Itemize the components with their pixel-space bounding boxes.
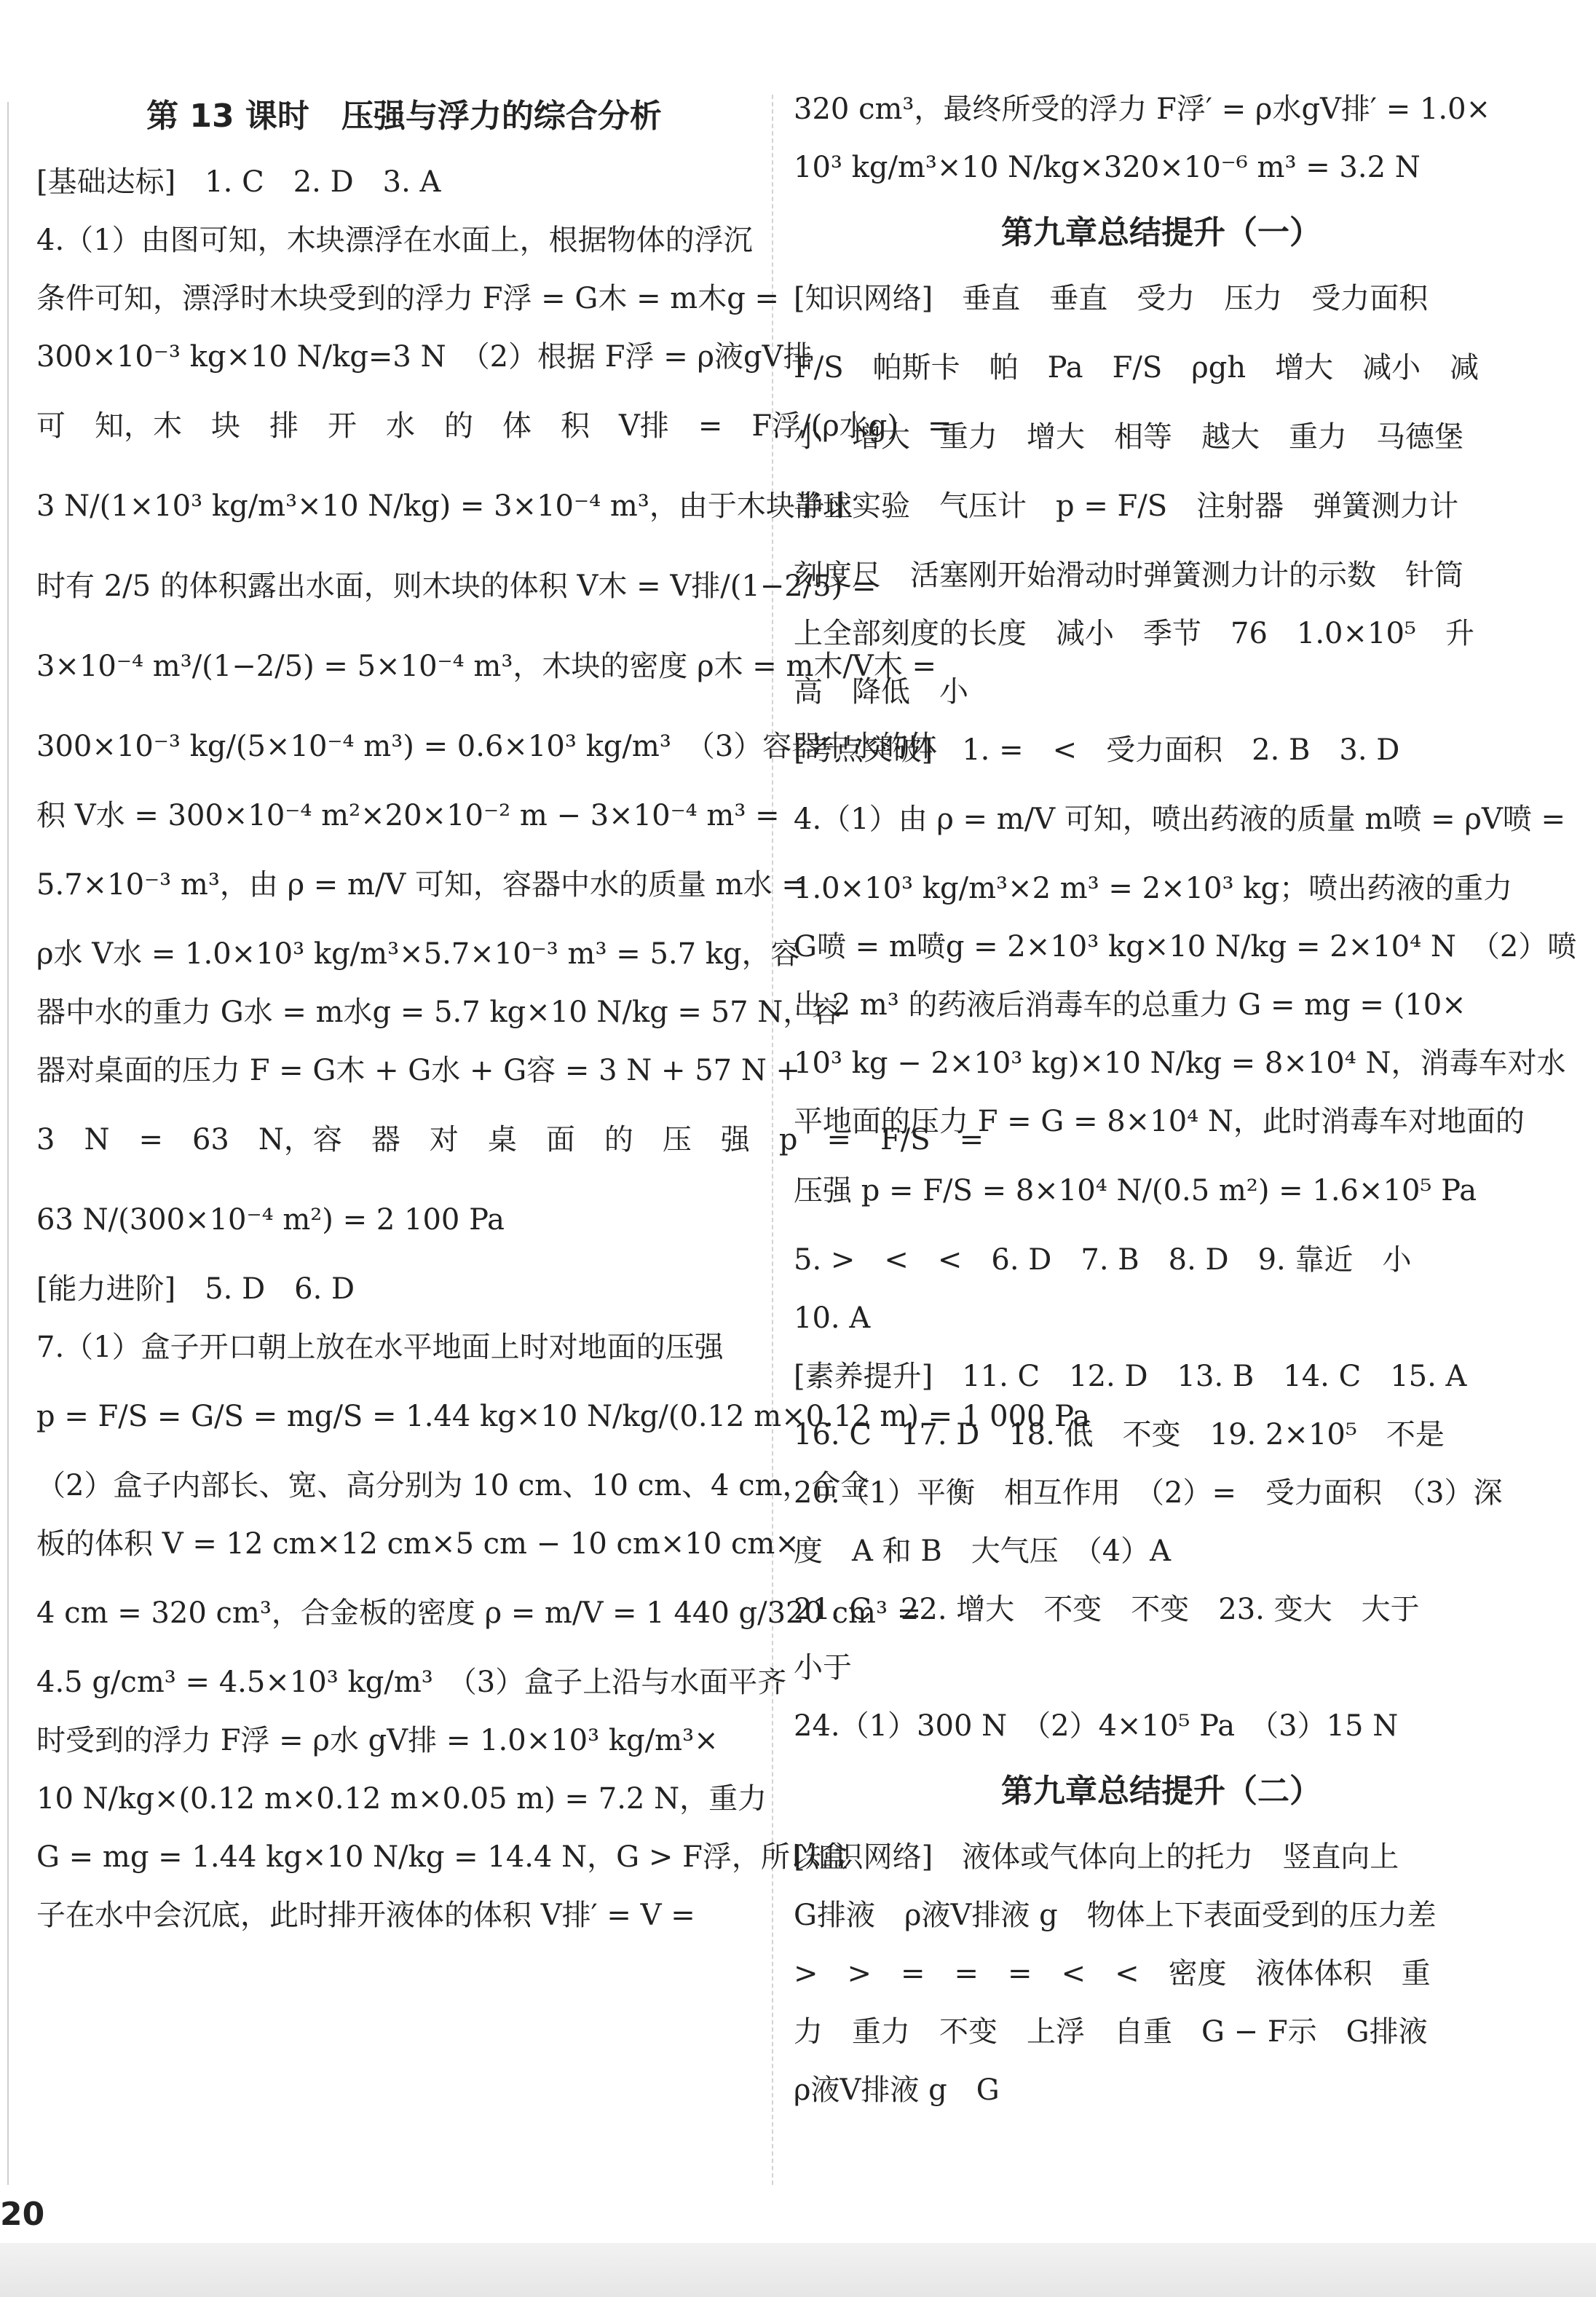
- text-line: 10 N/kg×(0.12 m×0.12 m×0.05 m) = 7.2 N，重力: [36, 1782, 767, 1816]
- text-line: [能力进阶] 5. D 6. D: [36, 1272, 355, 1306]
- text-line: 平地面的压力 F = G = 8×10⁴ N，此时消毒车对地面的: [794, 1105, 1525, 1138]
- text-line: 4.5 g/cm³ = 4.5×10³ kg/m³ （3）盒子上沿与水面平齐: [36, 1666, 787, 1699]
- text-line: 4.（1）由 ρ = m/V 可知，喷出药液的质量 m喷 = ρV喷 =: [794, 803, 1566, 836]
- text-line: （2）盒子内部长、宽、高分别为 10 cm、10 cm、4 cm，合金: [36, 1469, 870, 1502]
- text-line: G = mg = 1.44 kg×10 N/kg = 14.4 N，G > F浮，所以盒: [36, 1840, 848, 1874]
- text-line: 3 N = 63 N，容 器 对 桌 面 的 压 强 p = F/S =: [36, 1123, 984, 1157]
- text-line: 压强 p = F/S = 8×10⁴ N/(0.5 m²) = 1.6×10⁵ Pa: [794, 1174, 1477, 1207]
- text-line: > > = = = < < 密度 液体体积 重: [794, 1957, 1431, 1990]
- text-line: [知识网络] 垂直 垂直 受力 压力 受力面积: [794, 282, 1429, 315]
- text-line: 24.（1）300 N （2）4×10⁵ Pa （3）15 N: [794, 1709, 1399, 1743]
- text-line: 小 增大 重力 增大 相等 越大 重力 马德堡: [794, 420, 1463, 454]
- text-line: 16. C 17. D 18. 低 不变 19. 2×10⁵ 不是: [794, 1418, 1445, 1451]
- text-line: 时有 2/5 的体积露出水面，则木块的体积 V木 = V排/(1−2/5) =: [36, 570, 877, 603]
- text-line: 10. A: [794, 1301, 871, 1335]
- text-line: 63 N/(300×10⁻⁴ m²) = 2 100 Pa: [36, 1203, 505, 1237]
- text-line: 21. C 22. 增大 不变 不变 23. 变大 大于: [794, 1593, 1420, 1626]
- right-column: [794, 80, 1577, 2119]
- text-line: 320 cm³，最终所受的浮力 F浮′ = ρ水gV排′ = 1.0×: [794, 92, 1491, 126]
- text-line: 4.（1）由图可知，木块漂浮在水面上，根据物体的浮沉: [36, 224, 753, 257]
- text-line: p = F/S = G/S = mg/S = 1.44 kg×10 N/kg/(0.12 m×0.12 m) = 1 000 Pa: [36, 1400, 1091, 1433]
- text-line: 出 2 m³ 的药液后消毒车的总重力 G = mg = (10×: [794, 988, 1466, 1022]
- section-title: 第 13 课时 压强与浮力的综合分析: [146, 98, 662, 135]
- text-line: 1.0×10³ kg/m³×2 m³ = 2×10³ kg；喷出药液的重力: [794, 872, 1513, 905]
- text-line: 条件可知，漂浮时木块受到的浮力 F浮 = G木 = m木g =: [36, 282, 780, 315]
- text-line: 刻度尺 活塞刚开始滑动时弹簧测力计的示数 针筒: [794, 559, 1463, 592]
- page-bottom-shadow: [0, 2243, 1596, 2297]
- text-line: 上全部刻度的长度 减小 季节 76 1.0×10⁵ 升: [794, 617, 1474, 650]
- text-line: 器对桌面的压力 F = G木 + G水 + G容 = 3 N + 57 N +: [36, 1054, 801, 1087]
- text-line: 4 cm = 320 cm³，合金板的密度 ρ = m/V = 1 440 g/320 cm³ =: [36, 1596, 922, 1630]
- text-line: ρ液V排液 g G: [794, 2073, 1000, 2107]
- text-line: F/S 帕斯卡 帕 Pa F/S ρgh 增大 减小 减: [794, 351, 1480, 385]
- page-edge-line: [7, 102, 9, 2185]
- text-line: 度 A 和 B 大气压 （4）A: [794, 1534, 1172, 1568]
- text-line: 小于: [794, 1651, 852, 1685]
- text-line: 可 知，木 块 排 开 水 的 体 积 V排 = F浮/(ρ水g) =: [36, 409, 952, 443]
- text-line: 力 重力 不变 上浮 自重 G − F示 G排液: [794, 2015, 1428, 2049]
- text-line: 20.（1）平衡 相互作用 （2）= 受力面积 （3）深: [794, 1476, 1503, 1510]
- text-line: 7.（1）盒子开口朝上放在水平地面上时对地面的压强: [36, 1331, 724, 1364]
- text-line: [考点突破] 1. = < 受力面积 2. B 3. D: [794, 733, 1400, 767]
- text-line: [素养提升] 11. C 12. D 13. B 14. C 15. A: [794, 1360, 1467, 1393]
- text-line: 10³ kg/m³×10 N/kg×320×10⁻⁶ m³ = 3.2 N: [794, 151, 1421, 184]
- section-title: 第九章总结提升（一）: [1001, 214, 1322, 251]
- text-line: [知识网络] 液体或气体向上的托力 竖直向上: [794, 1840, 1399, 1874]
- text-line: 器中水的重力 G水 = m水g = 5.7 kg×10 N/kg = 57 N，容: [36, 996, 842, 1029]
- text-line: 板的体积 V = 12 cm×12 cm×5 cm − 10 cm×10 cm×: [36, 1527, 799, 1561]
- text-line: 10³ kg − 2×10³ kg)×10 N/kg = 8×10⁴ N，消毒车对水: [794, 1047, 1566, 1080]
- text-line: 时受到的浮力 F浮 = ρ水 gV排 = 1.0×10³ kg/m³×: [36, 1724, 719, 1757]
- text-line: [基础达标] 1. C 2. D 3. A: [36, 165, 441, 199]
- text-line: 子在水中会沉底，此时排开液体的体积 V排′ = V =: [36, 1899, 695, 1932]
- text-line: 3 N/(1×10³ kg/m³×10 N/kg) = 3×10⁻⁴ m³，由于木块静止: [36, 489, 853, 523]
- text-line: ρ水 V水 = 1.0×10³ kg/m³×5.7×10⁻³ m³ = 5.7 kg，容: [36, 937, 800, 971]
- text-line: 300×10⁻³ kg×10 N/kg=3 N （2）根据 F浮 = ρ液gV排: [36, 340, 813, 374]
- text-line: 5. > < < 6. D 7. B 8. D 9. 靠近 小: [794, 1243, 1412, 1277]
- page-number: 20: [0, 2196, 45, 2233]
- text-line: 高 降低 小: [794, 675, 968, 709]
- text-line: 3×10⁻⁴ m³/(1−2/5) = 5×10⁻⁴ m³，木块的密度 ρ木 = m木/V木 =: [36, 650, 937, 683]
- text-line: 积 V水 = 300×10⁻⁴ m²×20×10⁻² m − 3×10⁻⁴ m³ =: [36, 799, 780, 832]
- text-line: G排液 ρ液V排液 g 物体上下表面受到的压力差: [794, 1899, 1437, 1932]
- section-title: 第九章总结提升（二）: [1001, 1773, 1322, 1810]
- text-line: 5.7×10⁻³ m³，由 ρ = m/V 可知，容器中水的质量 m水 =: [36, 868, 806, 902]
- text-line: 半球实验 气压计 p = F/S 注射器 弹簧测力计: [794, 489, 1459, 523]
- text-line: 300×10⁻³ kg/(5×10⁻⁴ m³) = 0.6×10³ kg/m³ （3）容器中水的体: [36, 730, 938, 763]
- text-line: G喷 = m喷g = 2×10³ kg×10 N/kg = 2×10⁴ N （2）喷: [794, 930, 1577, 964]
